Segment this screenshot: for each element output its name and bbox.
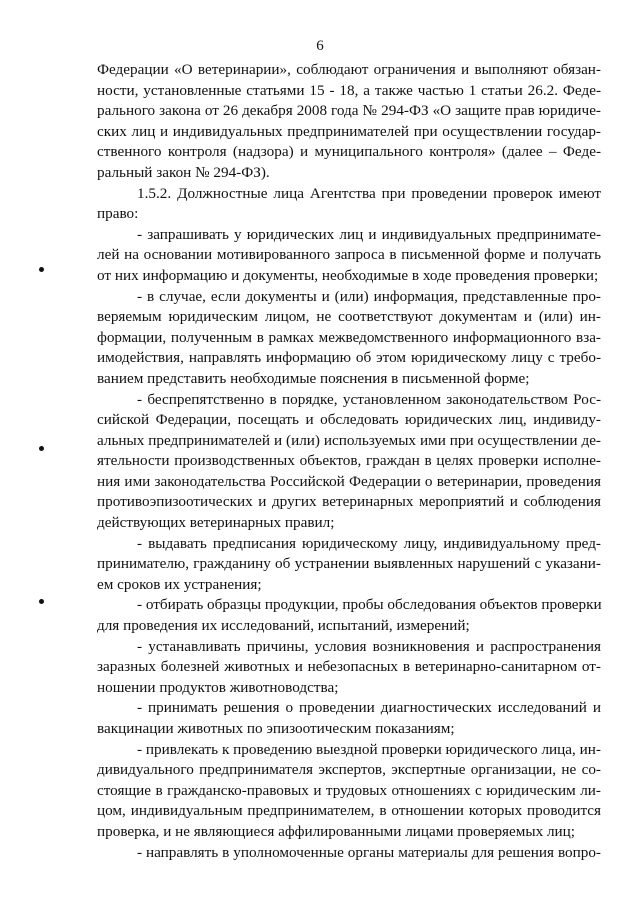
text-line: для проведения их исследований, испытаний, измерений; (97, 617, 470, 635)
text-line: - привлекать к проведению выездной проверки юридического лица, ин- (137, 740, 601, 758)
text-line: веряемым юридическим лицом, не соответствуют документам и (или) ин- (97, 308, 601, 326)
text-line: принимателю, гражданину об устранении выявленных нарушений с указани- (97, 555, 601, 573)
paragraph (97, 698, 601, 739)
text-line: - направлять в уполномоченные органы материалы для решения вопро- (137, 843, 601, 861)
paragraph (97, 534, 601, 596)
text-line: от них информацию и документы, необходимые в ходе проведения проверки; (97, 266, 599, 284)
text-line: 1.5.2. Должностные лица Агентства при проведении проверок имеют (137, 184, 601, 202)
text-line: ральный закон № 294-ФЗ). (97, 163, 270, 181)
text-line: имодействия, направлять информацию об этом юридическому лицу с требо- (97, 349, 601, 367)
text-line: ем сроков их устранения; (97, 575, 262, 593)
paragraph (97, 184, 601, 225)
paragraph (97, 60, 601, 184)
text-line: заразных болезней животных и небезопасных в ветеринарно-санитарном от- (97, 658, 601, 676)
paragraph (97, 637, 601, 699)
text-line: право: (97, 205, 139, 223)
document-body (97, 60, 601, 863)
text-line: - запрашивать у юридических лиц и индивидуальных предпринимате- (137, 225, 601, 243)
scan-mark (39, 267, 44, 272)
paragraph (97, 595, 601, 636)
text-line: цом, индивидуальным предпринимателем, в отношении которых проводится (97, 802, 601, 820)
text-line: лей на основании мотивированного запроса в письменной форме и получать (97, 246, 601, 264)
text-line: - устанавливать причины, условия возникновения и распространения (137, 637, 601, 655)
text-line: противоэпизоотических и других ветеринарных мероприятий и соблюдения (97, 493, 601, 511)
scan-mark (39, 446, 44, 451)
text-line: ских лиц и индивидуальных предпринимателей при осуществлении государ- (97, 122, 601, 140)
text-line: ятельности производственных объектов, граждан в целях проверки исполне- (97, 452, 601, 470)
text-line: - в случае, если документы и (или) информация, представленные про- (137, 287, 601, 305)
text-line: Федерации «О ветеринарии», соблюдают ограничения и выполняют обязан- (97, 61, 601, 78)
page-number: 6 (316, 38, 324, 54)
text-line: сийской Федерации, посещать и обследовать юридических лиц, индивиду- (97, 411, 601, 429)
scan-mark (39, 599, 44, 604)
text-line: альных предпринимателей и (или) используемых ими при осуществлении де- (97, 431, 601, 449)
paragraph (97, 390, 601, 534)
paragraph (97, 287, 601, 390)
text-line: ности, установленные статьями 15 - 18, а также частью 1 статьи 26.2. Феде- (97, 81, 601, 99)
paragraph (97, 843, 601, 864)
text-line: ния ими законодательства Российской Федерации о ветеринарии, проведения (97, 472, 601, 490)
text-line: - отбирать образцы продукции, пробы обследования объектов проверки (137, 596, 602, 614)
text-line: - выдавать предписания юридическому лицу, индивидуальному пред- (137, 534, 601, 552)
text-line: ношении продуктов животноводства; (97, 678, 339, 696)
text-line: ванием представить необходимые пояснения в письменной форме; (97, 369, 530, 387)
text-line: дивидуального предпринимателя экспертов, экспертные организации, не со- (97, 761, 601, 779)
paragraph (97, 225, 601, 287)
text-line: ственного контроля (надзора) и муниципального контроля» (далее – Феде- (97, 143, 601, 161)
text-line: - принимать решения о проведении диагностических исследований и (137, 699, 601, 717)
text-line: действующих ветеринарных правил; (97, 514, 335, 532)
text-line: вакцинации животных по эпизоотическим показаниям; (97, 720, 455, 737)
paragraph (97, 740, 601, 843)
text-line: проверка, и не являющиеся аффилированными лицами проверяемых лиц; (97, 822, 576, 840)
text-line: рального закона от 26 декабря 2008 года № 294-ФЗ «О защите прав юридиче- (97, 102, 601, 120)
text-line: формации, полученным в рамках межведомственного информационного вза- (97, 328, 601, 346)
text-line: стоящие в гражданско-правовых и трудовых отношениях с юридическим ли- (97, 781, 601, 799)
text-line: - беспрепятственно в порядке, установленном законодательством Рос- (137, 390, 601, 408)
